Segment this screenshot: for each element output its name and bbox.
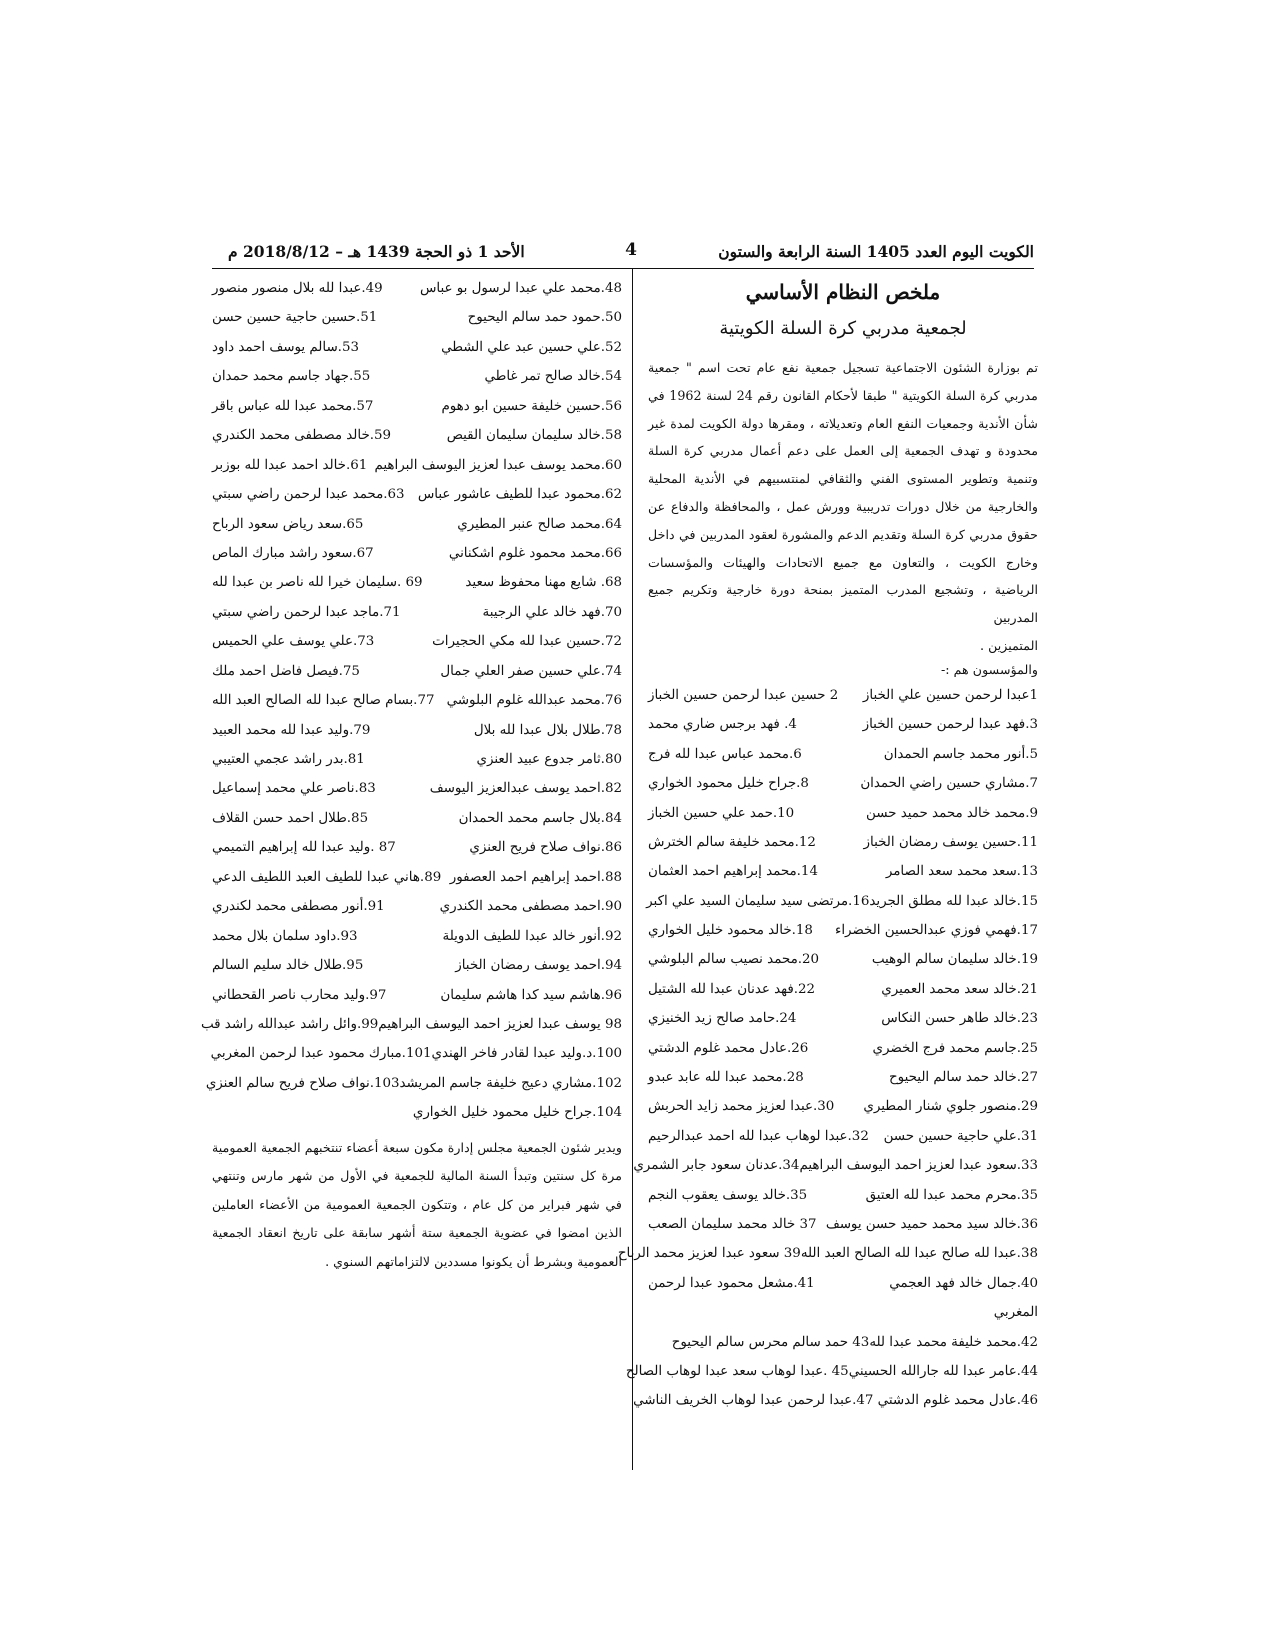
founder-name: 90.احمد مصطفى محمد الكندري <box>439 899 622 915</box>
founder-name: 39 سعود عبدا لعزيز محمد الرباح <box>617 1246 801 1262</box>
founder-name: 5.أنور محمد جاسم الحمدان <box>883 746 1038 762</box>
founder-name: 99.وائل راشد عبدالله راشد قب <box>201 1016 379 1032</box>
founder-name: 33.سعود عبدا لعزيز احمد اليوسف البراهيم <box>799 1158 1038 1174</box>
founder-name: 101.مبارك محمود عبدا لرحمن المغربي <box>210 1046 432 1062</box>
list-item <box>212 686 622 715</box>
founder-name: 49.عبدا لله بلال منصور منصور <box>212 281 383 296</box>
founder-name: 79.وليد عبدا لله محمد العبيد <box>212 722 371 738</box>
founder-name: 25.جاسم محمد فرج الخضري <box>872 1040 1038 1056</box>
list-item <box>212 333 622 362</box>
list-item <box>648 887 1038 916</box>
list-item <box>212 392 622 421</box>
founder-name: 82.احمد يوسف عبدالعزيز اليوسف <box>429 781 622 797</box>
founder-name: 29.منصور جلوي شنار المطيري <box>863 1099 1038 1115</box>
founder-name: 48.محمد علي عبدا لرسول بو عباس <box>420 281 622 296</box>
header-rule <box>212 268 1034 269</box>
list-item <box>212 922 622 951</box>
founder-name: 30.عبدا لعزيز محمد زايد الحربش <box>648 1099 835 1115</box>
list-item <box>212 274 622 303</box>
list-item <box>617 1239 1038 1268</box>
list-item <box>648 740 1038 769</box>
founder-name: 36.خالد سيد محمد حميد حسن يوسف <box>825 1217 1038 1232</box>
list-item <box>648 1034 1038 1063</box>
founder-name-continuation: المغربي <box>993 1305 1038 1321</box>
list-item <box>212 598 622 627</box>
list-item <box>212 804 622 833</box>
list-item <box>212 863 622 892</box>
founder-name: 64.محمد صالح عنبر المطيري <box>457 516 622 532</box>
founder-name: 34.عدنان سعود جابر الشمري <box>633 1158 800 1174</box>
founder-name: 100.د.وليد عبدا لقادر فاخر الهندي <box>431 1046 622 1062</box>
founder-name: 44.عامر عبدا لله جارالله الحسيني45 .عبدا لوهاب سعد عبدا لوهاب الصالح <box>625 1363 1038 1379</box>
founder-name: 66.محمد محمود غلوم اشكناني <box>448 545 622 561</box>
closing-paragraph: ويدير شئون الجمعية مجلس إدارة مكون سبعة أعضاء تنتخبهم الجمعية العمومية مرة كل سنتين وتبدأ السنة المالية للجمعية في الأول من شهر مارس وتنتهي في شهر فبراير من كل عام ، وتتكون الجمعية العمومية من الأعضاء العاملين الذين امضوا في عضوية الجمعية ستة أشهر سابقة على تاريخ انعقاد الجمعية العمومية وبشرط أن يكونوا مسددين لالتزاماتهم السنوي . <box>212 1139 622 1270</box>
founder-name: 16.مرتضى سيد سليمان السيد علي اكبر <box>646 893 870 909</box>
list-item <box>648 1004 1038 1033</box>
founder-name: 41.مشعل محمود عبدا لرحمن <box>648 1275 815 1291</box>
list-item <box>648 1063 1038 1092</box>
list-item <box>648 710 1038 739</box>
founder-name: 42.محمد خليفة محمد عبدا لله43 حمد سالم محرس سالم اليحيوح <box>671 1334 1038 1350</box>
founders-list-right <box>617 681 1038 1416</box>
left-column <box>201 274 622 1277</box>
founders-label: والمؤسسون هم :- <box>941 661 1038 677</box>
founder-name: 1عبدا لرحمن حسين علي الخباز <box>862 687 1038 703</box>
founder-name: 2 حسين عبدا لرحمن حسين الخباز <box>648 687 839 703</box>
intro-paragraph: تم بوزارة الشئون الاجتماعية تسجيل جمعية نفع عام تحت اسم " جمعية مدربي كرة السلة الكويتية " طبقا لأحكام القانون رقم 24 لسنة 1962 في شأن الأندية وجمعيات النفع العام وتعديلاته ، ومقرها دولة الكويت لمدة غير محدودة و تهدف الجمعية إلى العمل على دعم أعمال مدربي كرة السلة وتنمية وتطوير المستوى الفني والثقافي لمنتسبيهم في الأندية المحلية والخارجية من خلال دورات تدريبية وورش عمل ، والمحافظة والدفاع عن حقوق مدربي كرة السلة وتقديم الدعم والمشورة لعقود المدربين في داخل وخارج الكويت ، والتعاون مع جميع الاتحادات والهيئات والمؤسسات الرياضية ، وتشجيع المدرب المتميز بمنحة دورة خارجية وتكريم جميع المدربين <box>648 360 1038 626</box>
list-item <box>212 451 622 480</box>
founder-name: 69 .سليمان خيرا لله ناصر بن عبدا لله <box>212 575 423 591</box>
founder-name: 20.محمد نصيب سالم البلوشي <box>648 952 820 968</box>
list-item <box>648 799 1038 828</box>
founder-name: 26.عادل محمد غلوم الدشتي <box>648 1040 809 1056</box>
founder-name: 98 يوسف عبدا لعزيز احمد اليوسف البراهيم <box>378 1016 622 1032</box>
header-issue: الكويت اليوم العدد 1405 السنة الرابعة والستون <box>718 242 1034 261</box>
list-item <box>212 303 622 332</box>
founder-name: 52.علي حسين عبد علي الشطي <box>441 339 622 355</box>
founder-name: 35.خالد يوسف يعقوب النجم <box>648 1187 808 1203</box>
founder-name: 27.خالد حمد سالم اليحيوح <box>889 1070 1038 1086</box>
list-item <box>212 1098 622 1127</box>
founder-name: 87 .وليد عبدا لله إبراهيم التميمي <box>212 840 396 856</box>
founder-name: 96.هاشم سيد كدا هاشم سليمان <box>440 987 622 1003</box>
founder-name: 61.خالد احمد عبدا لله بوزبر <box>212 457 368 473</box>
founder-name: 74.علي حسين صفر العلي جمال <box>440 663 622 679</box>
list-item <box>212 833 622 862</box>
list-item <box>648 1122 1038 1151</box>
founder-name: 83.ناصر علي محمد إسماعيل <box>212 781 376 797</box>
list-item <box>212 421 622 450</box>
list-item <box>212 510 622 539</box>
founder-name: 40.جمال خالد فهد العجمي <box>889 1275 1038 1291</box>
page-header <box>228 238 1034 266</box>
founder-name: 103.نواف صلاح فريح سالم العنزي <box>205 1075 400 1091</box>
founder-name: 65.سعد رياض سعود الرباح <box>212 516 364 532</box>
founder-name: 46.عادل محمد غلوم الدشتي 47.عبدا لرحمن عبدا لوهاب الخريف الناشي <box>633 1393 1038 1409</box>
founder-name: 58.خالد سليمان سليمان القيص <box>446 428 622 444</box>
list-item <box>648 769 1038 798</box>
founder-name: 78.طلال بلال عبدا لله بلال <box>473 722 622 738</box>
founder-name: 84.بلال جاسم محمد الحمدان <box>458 810 622 826</box>
founders-list-left <box>201 274 622 1098</box>
list-item <box>648 916 1038 945</box>
founder-name: 88.احمد إبراهيم احمد العصفور <box>449 869 622 885</box>
founder-name: 50.حمود حمد سالم اليحيوح <box>467 310 622 326</box>
list-item <box>648 1181 1038 1210</box>
founder-name: 17.فهمي فوزي عبدالحسين الخضراء <box>835 923 1038 939</box>
founder-name: 77.بسام صالح عبدا لله الصالح العبد الله <box>212 693 435 709</box>
founder-name: 81.بدر راشد عجمي العتيبي <box>212 752 365 767</box>
founder-name: 4. فهد برجس ضاري محمد <box>648 717 797 733</box>
founder-name: 57.محمد عبدا لله عباس باقر <box>212 398 374 414</box>
list-item <box>212 774 622 803</box>
founder-name: 89.هاني عبدا للطيف العبد اللطيف الدعي <box>212 869 442 885</box>
founder-name: 102.مشاري دعيج خليفة جاسم المريشد <box>399 1075 622 1091</box>
list-item <box>625 1357 1038 1386</box>
founder-name: 53.سالم يوسف احمد داود <box>212 339 359 355</box>
founder-name: 21.خالد سعد محمد العميري <box>881 981 1038 997</box>
article-subtitle: لجمعية مدربي كرة السلة الكويتية <box>719 318 967 339</box>
founder-name: 73.علي يوسف علي الحميس <box>212 634 375 650</box>
list-item <box>648 945 1038 974</box>
founder-name: 62.محمود عبدا للطيف عاشور عباس <box>417 487 622 503</box>
list-item <box>212 480 622 509</box>
list-item <box>648 857 1038 886</box>
founder-name: 93.داود سلمان بلال محمد <box>212 928 358 944</box>
founder-name: 32.عبدا لوهاب عبدا لله احمد عبدالرحيم <box>648 1128 869 1144</box>
intro-paragraph-end: المتميزين . <box>980 637 1038 653</box>
list-item <box>212 362 622 391</box>
founder-name: 72.حسين عبدا لله مكي الحجيرات <box>432 634 622 650</box>
founder-name: 3.فهد عبدا لرحمن حسين الخباز <box>862 717 1038 733</box>
list-item <box>212 568 622 597</box>
founder-name: 91.أنور مصطفى محمد لكندري <box>212 899 385 915</box>
list-item <box>648 1210 1038 1239</box>
founder-name: 8.جراح خليل محمود الخواري <box>648 776 809 792</box>
list-item <box>212 1039 622 1068</box>
founder-name: 28.محمد عبدا لله عابد عبدو <box>648 1070 804 1086</box>
list-item <box>633 1151 1038 1180</box>
list-item <box>633 1386 1038 1415</box>
founder-name: 59.خالد مصطفى محمد الكندري <box>212 428 392 444</box>
founder-name: 86.نواف صلاح فريح العنزي <box>469 840 622 856</box>
founder-name: 104.جراح خليل محمود خليل الخواري <box>412 1105 622 1121</box>
list-item-continuation <box>648 1298 1038 1327</box>
list-item <box>212 892 622 921</box>
founder-name: 60.محمد يوسف عبدا لعزيز اليوسف البراهيم <box>374 457 622 473</box>
list-item <box>648 1328 1038 1357</box>
founder-name: 22.فهد عدنان عبدا لله الشتيل <box>648 981 816 997</box>
founder-name: 37 خالد محمد سليمان الصعب <box>648 1217 817 1232</box>
founder-name: 85.طلال احمد حسن القلاف <box>212 810 369 826</box>
list-item <box>212 981 622 1010</box>
founder-name: 95.طلال خالد سليم السالم <box>212 958 364 974</box>
founder-name: 55.جهاد جاسم محمد حمدان <box>212 369 371 385</box>
founder-name: 23.خالد طاهر حسن النكاس <box>881 1011 1038 1027</box>
list-item <box>212 657 622 686</box>
header-date: الأحد 1 ذو الحجة 1439 هـ – 2018/8/12 م <box>228 242 525 261</box>
founder-name: 94.احمد يوسف رمضان الخباز <box>455 958 622 974</box>
founder-name: 75.فيصل فاضل احمد ملك <box>212 663 360 679</box>
column-divider <box>632 268 633 1470</box>
list-item <box>648 975 1038 1004</box>
founder-name: 97.وليد محارب ناصر القحطاني <box>212 987 387 1003</box>
founder-name: 51.حسين حاجية حسين حسن <box>212 310 378 326</box>
founder-name: 7.مشاري حسين راضي الحمدان <box>860 776 1038 792</box>
founder-name: 12.محمد خليفة سالم الخترش <box>648 834 816 850</box>
article-title: ملخص النظام الأساسي <box>745 280 941 304</box>
founder-name: 56.حسين خليفة حسين ابو دهوم <box>441 398 622 414</box>
founder-name: 80.ثامر جدوع عبيد العنزي <box>476 752 622 767</box>
founder-name: 10.حمد علي حسين الخباز <box>648 805 795 821</box>
list-item <box>212 745 622 774</box>
list-item <box>212 539 622 568</box>
list-item <box>212 951 622 980</box>
founder-name: 76.محمد عبدالله غلوم البلوشي <box>446 693 622 709</box>
founder-name: 11.حسين يوسف رمضان الخباز <box>863 834 1038 850</box>
founder-name: 19.خالد سليمان سالم الوهيب <box>871 952 1038 968</box>
founder-name: 35.محرم محمد عبدا لله العتيق <box>865 1187 1038 1203</box>
founder-name: 67.سعود راشد مبارك الماص <box>212 545 374 561</box>
list-item <box>648 1269 1038 1298</box>
founder-name: 92.أنور خالد عبدا للطيف الدويلة <box>442 928 622 944</box>
page-number: 4 <box>625 240 637 260</box>
founder-name: 70.فهد خالد علي الرجيبة <box>482 604 622 620</box>
list-item <box>212 627 622 656</box>
founder-name: 38.عبدا لله صالح عبدا لله الصالح العبد الله <box>800 1246 1038 1262</box>
founder-name: 15.خالد عبدا لله مطلق الجريد <box>869 893 1038 909</box>
founder-name: 31.علي حاجية حسين حسن <box>883 1128 1038 1144</box>
founder-name: 68. شايع مهنا محفوظ سعيد <box>465 575 622 591</box>
list-item <box>205 1069 622 1098</box>
list-item <box>201 1010 622 1039</box>
founder-name: 14.محمد إبراهيم احمد العثمان <box>648 864 818 880</box>
founder-name: 6.محمد عباس عبدا لله فرج <box>648 746 802 762</box>
founder-name: 54.خالد صالح تمر غاطي <box>484 369 622 385</box>
founder-name: 71.ماجد عبدا لرحمن راضي سبتي <box>212 604 401 620</box>
founder-name: 18.خالد محمود خليل الخواري <box>648 923 813 939</box>
founder-name: 24.حامد صالح زيد الخنيزي <box>648 1011 797 1027</box>
list-item <box>212 716 622 745</box>
list-item <box>648 1092 1038 1121</box>
founder-name: 13.سعد محمد سعد الصامر <box>885 864 1038 880</box>
list-item <box>648 681 1038 710</box>
list-item <box>648 828 1038 857</box>
founder-name: 9.محمد خالد محمد حميد حسن <box>866 805 1038 821</box>
founder-name: 63.محمد عبدا لرحمن راضي سبتي <box>212 487 405 503</box>
right-column <box>617 274 1038 1416</box>
